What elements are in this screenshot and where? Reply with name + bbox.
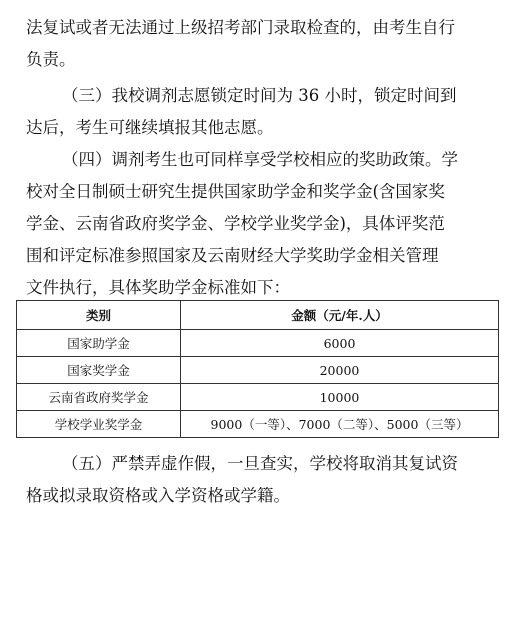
table-header-row [17, 301, 499, 330]
cell-amount: 20000 [181, 357, 499, 384]
cell-category: 国家助学金 [17, 330, 181, 357]
cell-category: 学校学业奖学金 [17, 411, 181, 438]
text-line: 格或拟录取资格或入学资格或学籍。 [26, 486, 290, 505]
text-line: 达后，考生可继续填报其他志愿。 [26, 118, 274, 137]
scholarship-table-wrapper [16, 300, 498, 438]
scholarship-table [16, 300, 499, 438]
text-line: 校对全日制硕士研究生提供国家助学金和奖学金(含国家奖 [26, 182, 445, 201]
table-row [17, 330, 499, 357]
table-row [17, 357, 499, 384]
table-row [17, 384, 499, 411]
text-line: （五）严禁弄虚作假，一旦查实，学校将取消其复试资 [62, 454, 458, 473]
text-line: 学金、云南省政府奖学金、学校学业奖学金)，具体评奖范 [26, 214, 445, 233]
paragraph-self-responsibility [26, 12, 496, 76]
text-line: （三）我校调剂志愿锁定时间为 36 小时，锁定时间到 [62, 86, 457, 105]
cell-category: 国家奖学金 [17, 357, 181, 384]
cell-amount: 6000 [181, 330, 499, 357]
paragraph-scholarship-policy [26, 144, 496, 304]
text-line: 围和评定标准参照国家及云南财经大学奖助学金相关管理 [26, 246, 439, 265]
header-amount: 金额（元/年.人） [181, 301, 499, 330]
cell-category: 云南省政府奖学金 [17, 384, 181, 411]
text-line: （四）调剂考生也可同样享受学校相应的奖助政策。学 [62, 150, 458, 169]
table-row [17, 411, 499, 438]
paragraph-lock-time [26, 80, 496, 144]
header-category: 类别 [17, 301, 181, 330]
cell-amount: 10000 [181, 384, 499, 411]
text-line: 文件执行，具体奖助学金标准如下： [26, 278, 290, 297]
text-line: 负责。 [26, 50, 76, 69]
cell-amount: 9000（一等）、7000（二等）、5000（三等） [181, 411, 499, 438]
text-line: 法复试或者无法通过上级招考部门录取检查的，由考生自行 [26, 18, 455, 37]
paragraph-no-fraud [26, 448, 496, 512]
